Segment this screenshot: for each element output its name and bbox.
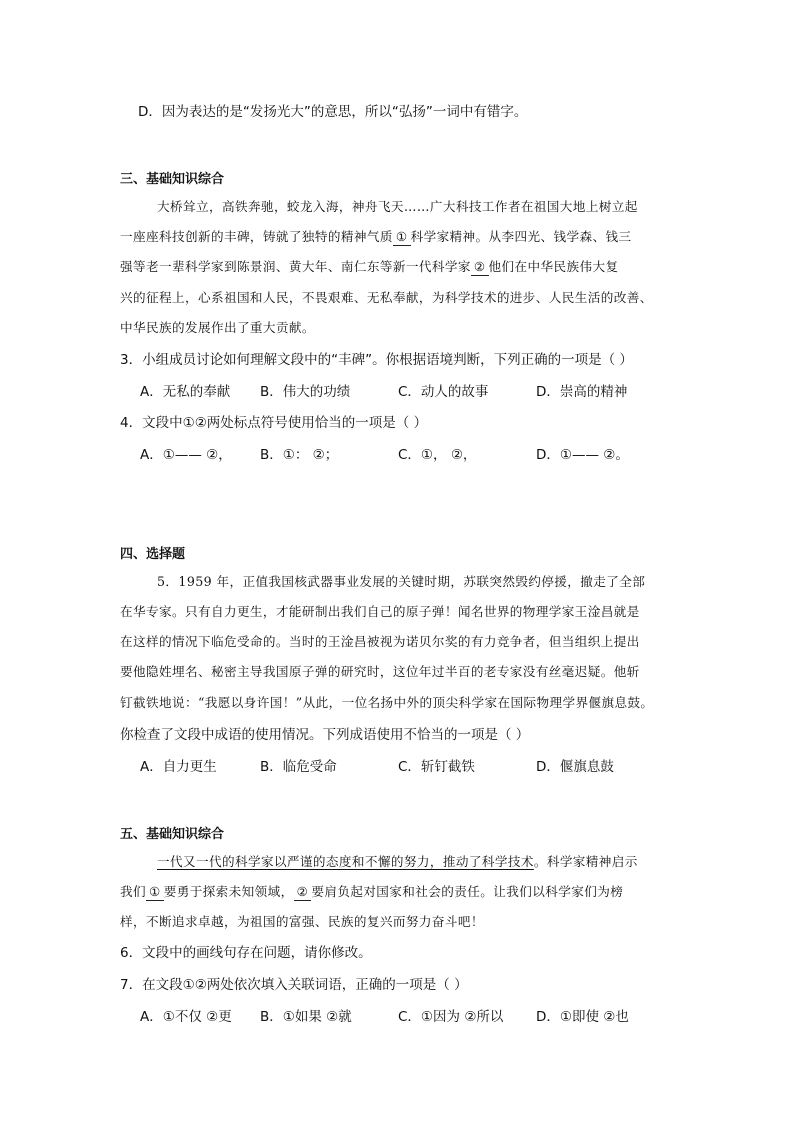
- q3-option-b: B．伟大的功绩: [260, 384, 351, 400]
- s4-passage-line-1: 5．1959 年，正值我国核武器事业发展的关键时期，苏联突然毁约停援，撤走了全部: [157, 574, 646, 589]
- q4-option-d: D．①—— ②。: [536, 447, 629, 463]
- s5-passage-line-1: [157, 852, 638, 872]
- s5-passage-line-3: 样，不断追求卓越，为祖国的富强、民族的复兴而努力奋斗吧！: [120, 914, 484, 929]
- blank-2: ②: [294, 884, 312, 901]
- question-4-stem: 4．文段中①②两处标点符号使用恰当的一项是（ ）: [120, 415, 428, 431]
- s4-passage-line-5: 钉截铁地说：“我愿以身许国！”从此，一位名扬中外的顶尖科学家在国际物理学界偃旗息鼓。: [120, 695, 654, 710]
- section-5-heading: 五、基础知识综合: [120, 827, 225, 842]
- q7-option-d: D．①即使 ②也: [536, 1009, 629, 1025]
- s3-passage-line-1: 大桥耸立，高铁奔驰，蛟龙入海，神舟飞天……广大科技工作者在祖国大地上树立起: [157, 199, 638, 214]
- blank-2: ②: [471, 259, 489, 276]
- question-7-stem: 7．在文段①②两处依次填入关联词语，正确的一项是（ ）: [120, 977, 468, 993]
- s3-passage-line-5: 中华民族的发展作出了重大贡献。: [120, 320, 315, 335]
- q5-option-a: A．自力更生: [140, 759, 217, 775]
- s3-passage-text: 一座座科技创新的丰碑，铸就了独特的精神气质: [120, 229, 393, 244]
- blank-1: ①: [393, 229, 411, 246]
- section-3-heading: 三、基础知识综合: [120, 172, 225, 187]
- s3-passage-text: 科学家精神。从李四光、钱学森、钱三: [410, 229, 632, 244]
- s4-passage-line-2: 在华专家。只有自力更生，才能研制出我们自己的原子弹！闻名世界的物理学家王淦昌就是: [120, 604, 640, 619]
- q3-option-a: A．无私的奉献: [140, 384, 231, 400]
- q5-option-b: B．临危受命: [260, 759, 337, 775]
- s5-passage-text: 要肩负起对国家和社会的责任。让我们以科学家们为榜: [311, 884, 624, 899]
- blank-1: ①: [146, 884, 164, 901]
- q3-option-d: D．崇高的精神: [536, 384, 628, 400]
- q4-option-b: B．①： ②；: [260, 447, 339, 463]
- s4-passage-line-3: 在这样的情况下临危受命的。当时的王淦昌被视为诺贝尔奖的有力竞争者，但当组织上提出: [120, 634, 640, 649]
- s3-passage-text: 强等老一辈科学家到陈景润、黄大年、南仁东等新一代科学家: [120, 259, 471, 274]
- q5-option-d: D．偃旗息鼓: [536, 759, 614, 775]
- question-5-stem: 你检查了文段中成语的使用情况。下列成语使用不恰当的一项是（ ）: [120, 727, 530, 743]
- question-6-stem: 6．文段中的画线句存在问题，请你修改。: [120, 945, 372, 961]
- s3-passage-line-2: [120, 227, 631, 247]
- q3-option-c: C．动人的故事: [398, 384, 489, 400]
- s3-passage-text: 他们在中华民族伟大复: [488, 259, 619, 274]
- q7-option-c: C．①因为 ②所以: [398, 1009, 504, 1025]
- section-4-heading: 四、选择题: [120, 547, 186, 562]
- s5-passage-line-2: [120, 882, 623, 902]
- q5-option-c: C．斩钉截铁: [398, 759, 475, 775]
- underlined-sentence: 一代又一代的科学家以严谨的态度和不懈的努力，推动了科学技术: [157, 854, 534, 869]
- q4-option-a: A．①—— ②，: [140, 447, 232, 463]
- s3-passage-line-4: 兴的征程上，心系祖国和人民，不畏艰难、无私奉献，为科学技术的进步、人民生活的改善、: [120, 290, 653, 305]
- option-d-line: D．因为表达的是“发扬光大”的意思，所以“弘扬”一词中有错字。: [138, 104, 528, 120]
- s4-passage-line-4: 要他隐姓埋名、秘密主导我国原子弹的研究时，这位年过半百的老专家没有丝毫迟疑。他斩: [120, 664, 640, 679]
- s5-passage-text: 。科学家精神启示: [533, 854, 638, 869]
- s3-passage-line-3: [120, 257, 618, 277]
- q4-option-c: C．①， ②，: [398, 447, 477, 463]
- question-3-stem: 3．小组成员讨论如何理解文段中的“丰碑”。你根据语境判断，下列正确的一项是（ ）: [120, 352, 633, 368]
- q7-option-b: B．①如果 ②就: [260, 1009, 352, 1025]
- q7-option-a: A．①不仅 ②更: [140, 1009, 232, 1025]
- s5-passage-text: 我们: [120, 884, 146, 899]
- s5-passage-text: 要勇于探索未知领域，: [163, 884, 294, 899]
